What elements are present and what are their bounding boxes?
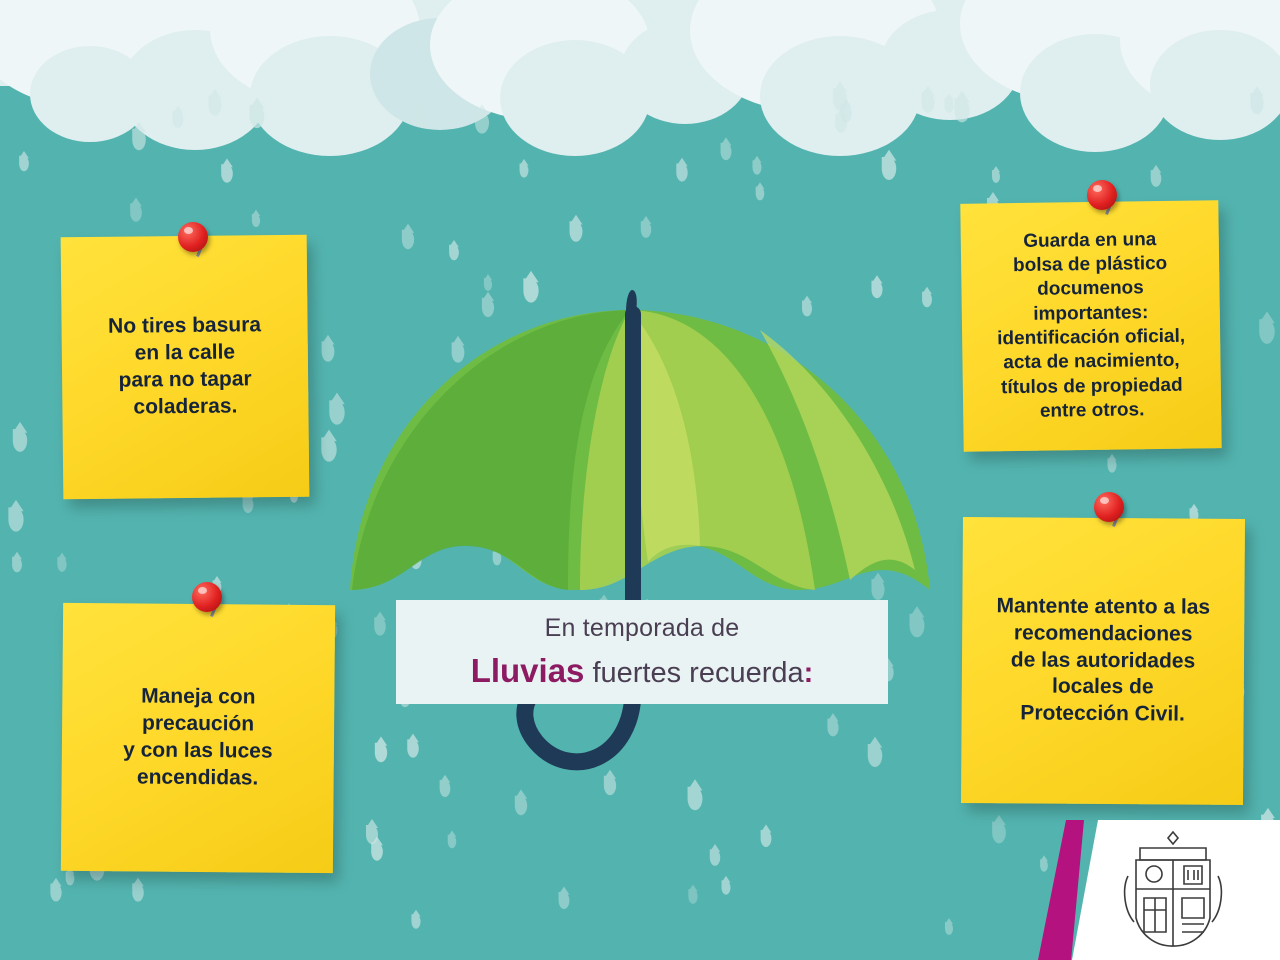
- cloud-icon: [690, 0, 940, 113]
- raindrop-icon: [133, 128, 147, 149]
- sticky-note-documentos[interactable]: [960, 200, 1221, 452]
- raindrop-icon: [569, 221, 582, 242]
- raindrop-icon: [559, 892, 570, 909]
- raindrop-icon: [411, 914, 420, 928]
- cloud-icon: [250, 36, 410, 156]
- raindrop-icon: [761, 830, 772, 847]
- umbrella-icon: [330, 290, 960, 820]
- raindrop-icon: [992, 822, 1006, 844]
- cloud-icon: [1150, 30, 1280, 140]
- raindrop-icon: [1259, 319, 1274, 344]
- raindrop-icon: [1107, 458, 1116, 472]
- cloud-icon: [430, 0, 650, 120]
- raindrop-icon: [640, 221, 650, 238]
- sticky-note-recomendaciones[interactable]: [961, 517, 1245, 805]
- pushpin-icon: [1087, 180, 1121, 214]
- raindrop-icon: [721, 880, 730, 894]
- banner-line-2: [396, 652, 888, 690]
- raindrop-icon: [945, 922, 953, 935]
- raindrop-icon: [1150, 170, 1161, 187]
- raindrop-icon: [209, 95, 222, 115]
- raindrop-icon: [945, 98, 954, 113]
- raindrop-icon: [1250, 93, 1263, 114]
- raindrop-icon: [57, 557, 66, 572]
- sticky-note-basura[interactable]: [61, 235, 310, 500]
- raindrop-icon: [710, 850, 720, 867]
- raindrop-icon: [756, 186, 765, 200]
- cloud-icon: [1020, 34, 1170, 152]
- raindrop-icon: [688, 890, 697, 905]
- raindrop-icon: [12, 557, 22, 573]
- raindrop-icon: [172, 111, 183, 128]
- raindrop-icon: [249, 105, 264, 128]
- raindrop-icon: [519, 164, 528, 178]
- raindrop-icon: [243, 496, 254, 513]
- raindrop-icon: [1040, 859, 1048, 871]
- raindrop-icon: [221, 165, 233, 183]
- raindrop-icon: [9, 508, 24, 532]
- banner-highlight: Lluvias: [470, 652, 585, 689]
- cloud-icon: [500, 40, 650, 156]
- raindrop-icon: [13, 429, 27, 452]
- corner-logo-block: [1050, 820, 1280, 960]
- raindrop-icon: [677, 164, 688, 182]
- raindrop-icon: [252, 214, 260, 227]
- government-crest-icon: [1118, 826, 1228, 954]
- raindrop-icon: [475, 111, 489, 133]
- raindrop-icon: [366, 825, 378, 844]
- sticky-note-text: Maneja con precaución y con las luces encendidas.: [123, 684, 273, 790]
- raindrop-icon: [752, 160, 761, 174]
- pushpin-icon: [178, 222, 212, 256]
- raindrop-icon: [130, 203, 142, 221]
- cloud-base: [0, 0, 1280, 86]
- raindrop-icon: [19, 155, 29, 170]
- raindrop-icon: [840, 104, 851, 122]
- raindrop-icon: [721, 143, 732, 160]
- raindrop-icon: [992, 170, 1000, 183]
- cloud-icon: [960, 0, 1200, 104]
- banner-line-1: En temporada de: [544, 614, 740, 642]
- raindrop-icon: [882, 157, 897, 180]
- raindrop-icon: [132, 883, 144, 901]
- raindrop-icon: [51, 884, 62, 902]
- sticky-note-text: Mantente atento a las recomendaciones de las autoridades locales de Protección Civil.: [996, 594, 1211, 726]
- pushpin-icon: [1094, 492, 1128, 526]
- raindrop-icon: [921, 92, 934, 113]
- banner-colon: :: [803, 657, 814, 689]
- raindrop-icon: [449, 244, 459, 259]
- banner-rest: fuertes recuerda: [584, 657, 804, 689]
- raindrop-icon: [415, 108, 427, 127]
- raindrop-icon: [448, 835, 457, 848]
- cloud-icon: [620, 20, 750, 124]
- center-banner: [396, 600, 888, 704]
- raindrop-icon: [401, 230, 413, 249]
- sticky-note-text: No tires basura en la calle para no tapar coladeras.: [107, 313, 262, 419]
- cloud-icon: [210, 0, 420, 104]
- sticky-note-maneja[interactable]: [61, 603, 335, 873]
- raindrop-icon: [66, 872, 75, 886]
- raindrop-icon: [371, 843, 383, 861]
- cloud-icon: [0, 0, 230, 110]
- pushpin-icon: [192, 582, 226, 616]
- raindrop-icon: [955, 98, 970, 122]
- sticky-note-text: Guarda en una bolsa de plástico documenos importantes: identificación oficial, acta de nacimiento, títulos de propiedad entre otros.: [997, 228, 1186, 422]
- cloud-band: [0, 0, 1280, 175]
